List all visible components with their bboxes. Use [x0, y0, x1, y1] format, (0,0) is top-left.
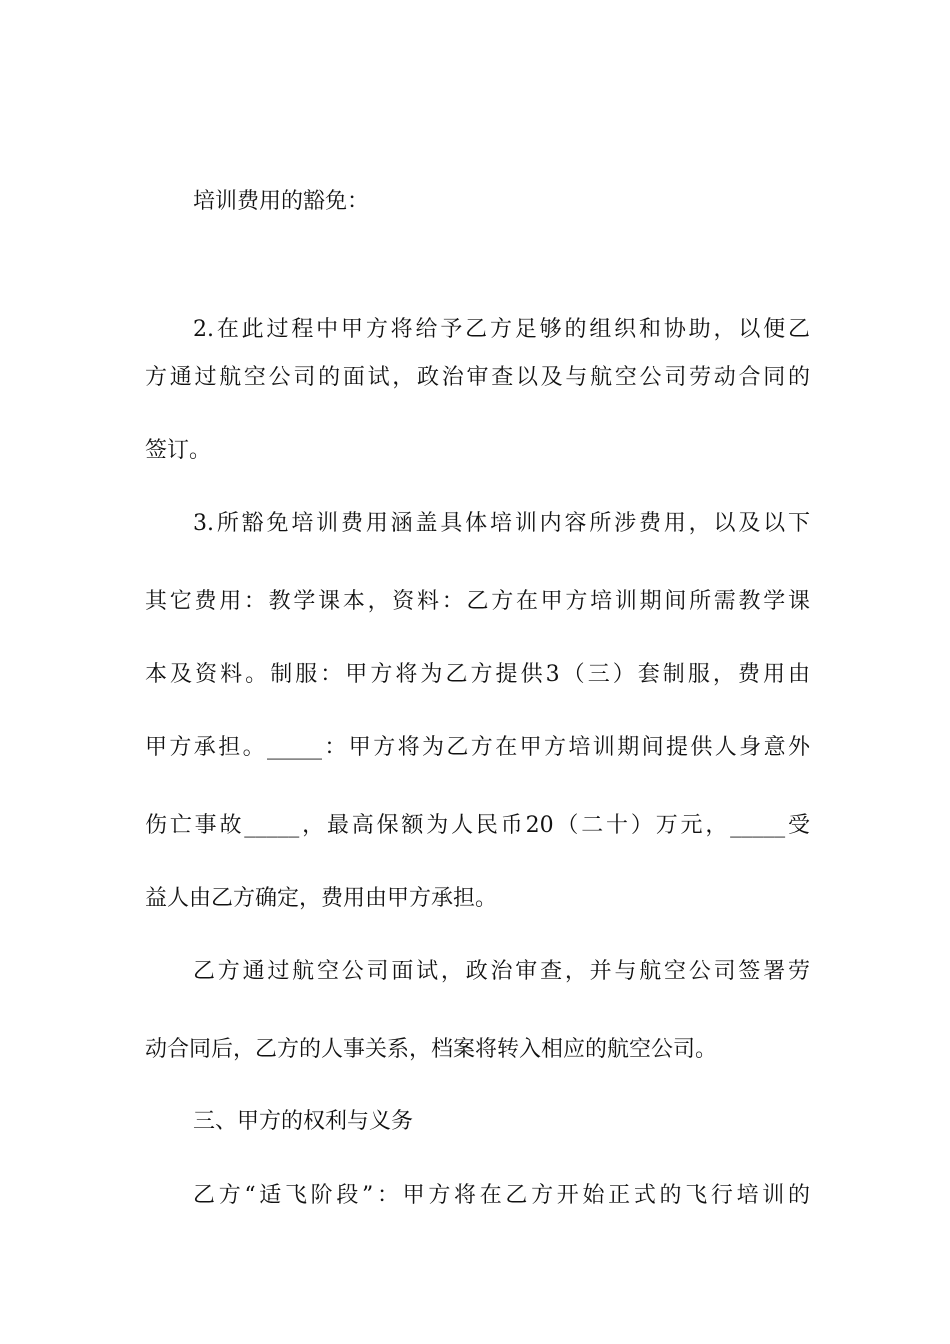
clause-3-line-6: 益人由乙方确定，费用由甲方承担。	[145, 886, 498, 911]
clause-3-line-1: 3.所豁免培训费用涵盖具体培训内容所涉费用，以及以下	[193, 511, 810, 536]
clause-3-line-3: 本及资料。制服：甲方将为乙方提供3（三）套制服，费用由	[145, 662, 810, 687]
clause-2-line-3: 签订。	[145, 438, 212, 463]
flight-stage-paragraph-line-1: 乙方“适飞阶段”：甲方将在乙方开始正式的飞行培训的	[193, 1183, 810, 1208]
section-heading-party-a-rights: 三、甲方的权利与义务	[193, 1109, 414, 1134]
clause-3-line-2: 其它费用：教学课本，资料：乙方在甲方培训期间所需教学课	[145, 589, 810, 614]
transfer-paragraph-line-1: 乙方通过航空公司面试，政治审查，并与航空公司签署劳	[193, 959, 810, 984]
paragraph-heading-fee-waiver: 培训费用的豁免：	[193, 189, 370, 214]
clause-3-line-4: 甲方承担。_____：甲方将为乙方在甲方培训期间提供人身意外	[145, 735, 810, 760]
clause-2-line-1: 2.在此过程中甲方将给予乙方足够的组织和协助，以便乙	[193, 317, 810, 342]
clause-3-line-5: 伤亡事故_____，最高保额为人民币20（二十）万元，_____受	[145, 813, 810, 838]
clause-2-line-2: 方通过航空公司的面试，政治审查以及与航空公司劳动合同的	[145, 365, 810, 390]
transfer-paragraph-line-2: 动合同后，乙方的人事关系，档案将转入相应的航空公司。	[145, 1037, 718, 1062]
